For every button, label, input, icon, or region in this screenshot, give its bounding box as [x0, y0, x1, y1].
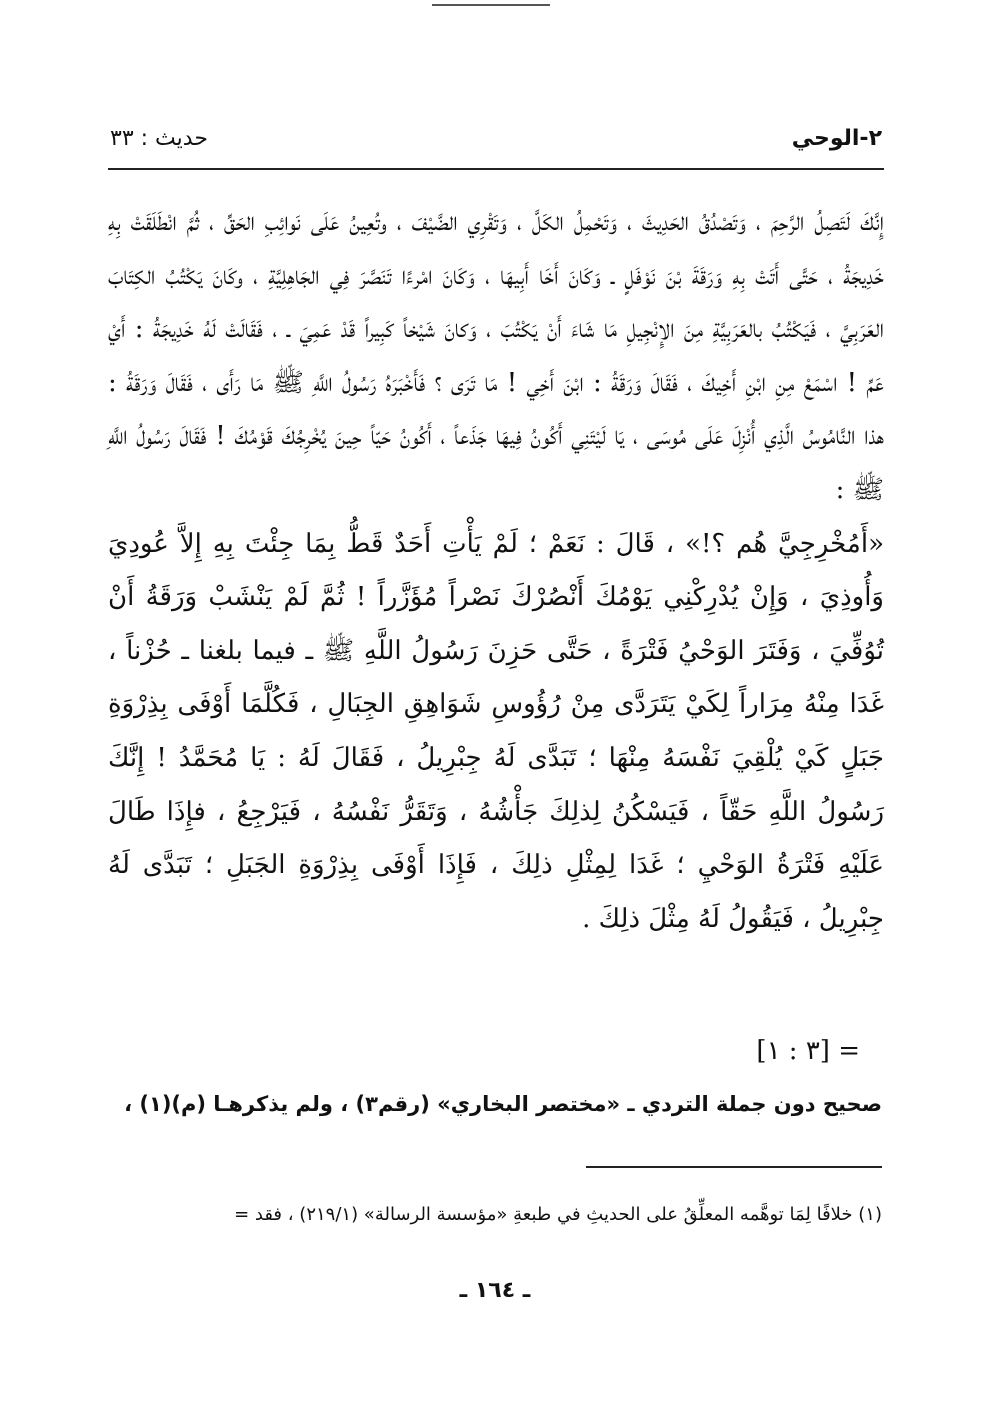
- chapter-title: ٢-الوحي: [791, 126, 882, 151]
- header-divider: [108, 168, 884, 170]
- footnote: (١) خلافًا لِمَا توهَّمه المعلِّقُ على الحديثِ في طبعةِ «مؤسسة الرسالة» (٢١٩/١) ، فقد =: [234, 1204, 882, 1225]
- reference-citation: = [٣ : ١]: [756, 1036, 860, 1066]
- paragraph-1: إِنَّكَ لَتَصِلُ الرَّحِمَ ، وَتَصْدُقُ الحَدِيثَ ، وَتَحْمِلُ الكَلَّ ، وَتَقْرِي الضَّيْفَ ، وتُعِينُ عَلَى نَوائِبِ الحَقِّ ، ثُمَّ انْطَلَقَتْ بِهِ خَدِيجَةُ ، حَتَّى أَتَتْ بِهِ وَرَقَةَ بْنَ نَوْفَلٍ ـ وَكَانَ أَخَا أَبِيهَا ، وَكَانَ امْرءًا تَنَصَّرَ فِي الجَاهِلِيَّةِ ، وكَانَ يَكْتُبُ الكِتَابَ العَرَبِيَّ ، فَيَكْتُبُ بالعَرَبِيَّةِ مِنَ الإِنْجِيلِ مَا شَاءَ أَنْ يَكْتُبَ ، وَكانَ شَيْخاً كَبِيراً قَدْ عَمِيَ ـ ، فَقَالَتْ لَهُ خَدِيجَةُ : أَيْ عَمِّ ! اسْمَعْ مِنِ ابْنِ أَخِيكَ ، فَقَالَ وَرَقَةُ : ابْنَ أَخِي ! مَا تَرَى ؟ فَأَخْبَرَهُ رَسُولُ اللَّهِ ﷺ مَا رَأَى ، فَقَالَ وَرَقَةُ : هذا النَّامُوسُ الَّذِي أُنْزِلَ عَلَى مُوسَى ، يَا لَيْتَنِي أَكُونُ فِيهَا جَذَعاً ، أَكُونُ حَيّاً حِينَ يُخْرِجُكَ قَوْمُكَ ! فَقَالَ رَسُولُ اللَّهِ ﷺ :: [108, 207, 884, 505]
- paragraph-2: «أَمُخْرِجِيَّ هُم ؟!» ، قَالَ : نَعَمْ ؛ لَمْ يَأْتِ أَحَدٌ قَطُّ بِمَا جِئْتَ بِهِ إِلاَّ عُودِيَ وَأُوذِيَ ، وَإِنْ يُدْرِكْنِي يَوْمُكَ أَنْصُرْكَ نَصْراً مُؤَزَّراً ! ثُمَّ لَمْ يَنْشَبْ وَرَقَةُ أَنْ تُوُفِّيَ ، وَفَتَرَ الوَحْيُ فَتْرَةً ، حَتَّى حَزِنَ رَسُولُ اللَّهِ ﷺ ـ فيما بلغنا ـ حُزْناً ، غَدَا مِنْهُ مِرَاراً لِكَيْ يَتَرَدَّى مِنْ رُؤُوسِ شَوَاهِقِ الجِبَالِ ، فَكُلَّمَا أَوْفَى بِذِرْوَةِ جَبَلٍ كَيْ يُلْقِيَ نَفْسَهُ مِنْهَا ؛ تَبَدَّى لَهُ جِبْرِيلُ ، فَقَالَ لَهُ : يَا مُحَمَّدُ ! إِنَّكَ رَسُولُ اللَّهِ حَقّاً ، فَيَسْكُنُ لِذلِكَ جَأْشُهُ ، وَتَقَرُّ نَفْسُهُ ، فَيَرْجِعُ ، فإِذَا طَالَ عَلَيْهِ فَتْرَةُ الوَحْيِ ؛ غَدَا لِمِثْلِ ذلِكَ ، فَإِذَا أَوْفَى بِذِرْوَةِ الجَبَلِ ؛ تَبَدَّى لَهُ جِبْرِيلُ ، فَيَقُولُ لَهُ مِثْلَ ذلِكَ .: [108, 528, 884, 934]
- grading-note: صحيح دون جملة التردي ـ «مختصر البخاري» (رقم٣) ، ولم يذكرهـا (م)(١) ،: [124, 1092, 882, 1116]
- hadith-text: [108, 196, 884, 946]
- top-edge-rule: [432, 4, 550, 6]
- footnote-divider: [586, 1166, 882, 1168]
- page-header: [110, 126, 882, 166]
- page-number: ـ ١٦٤ ـ: [459, 1278, 531, 1303]
- hadith-number: حديث : ٣٣: [110, 126, 208, 151]
